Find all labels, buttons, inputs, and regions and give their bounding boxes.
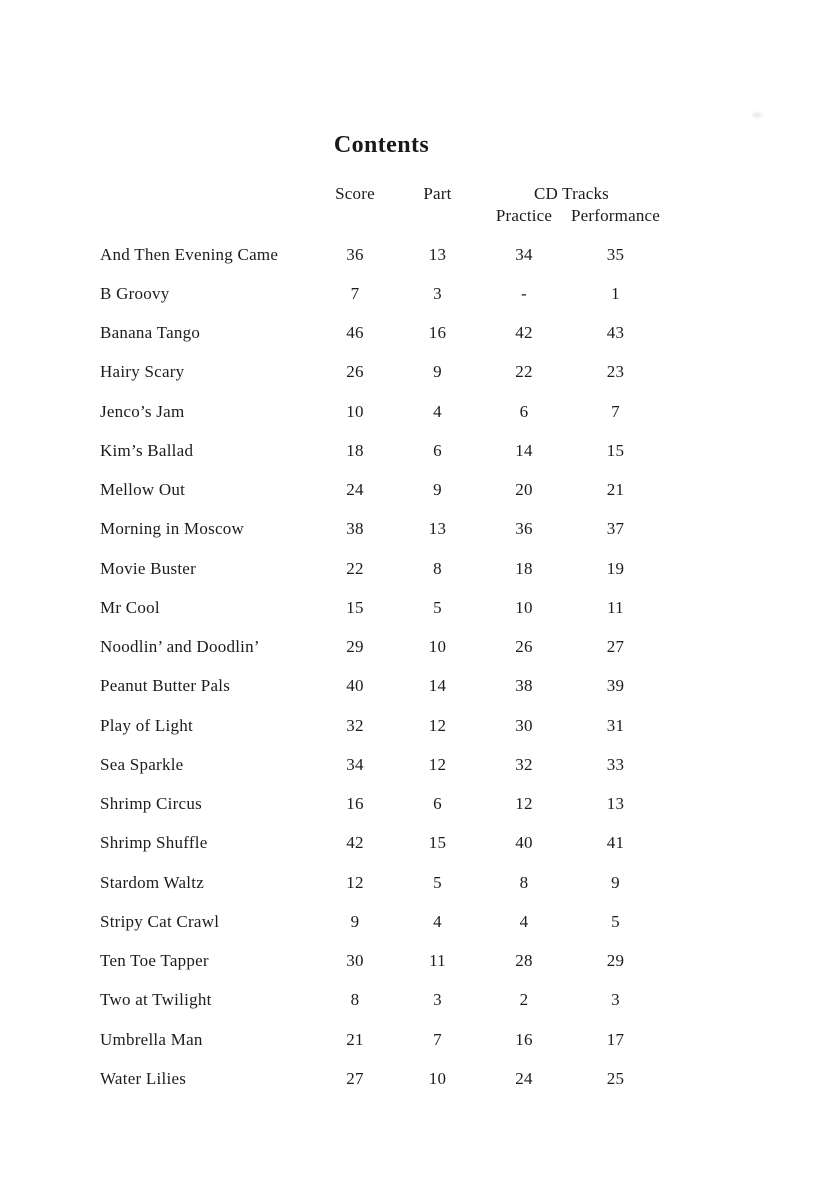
score-page-number: 22 — [346, 558, 364, 578]
table-row — [100, 824, 663, 863]
part-page-number: 3 — [433, 990, 442, 1010]
column-header-practice: Practice — [495, 206, 553, 225]
part-page-number: 4 — [433, 911, 442, 931]
practice-track-number: 42 — [515, 323, 533, 343]
table-row — [100, 1020, 663, 1059]
practice-track-number: 18 — [515, 558, 533, 578]
score-page-number: 46 — [346, 323, 364, 343]
piece-title: Banana Tango — [100, 323, 201, 343]
table-row — [100, 667, 663, 706]
table-row — [100, 510, 663, 549]
part-page-number: 5 — [433, 597, 442, 617]
table-row — [100, 588, 663, 627]
part-page-number: 6 — [433, 794, 442, 814]
practice-track-number: 34 — [515, 244, 533, 264]
practice-track-number: 20 — [515, 480, 533, 500]
piece-title: Hairy Scary — [100, 362, 185, 382]
table-row — [100, 863, 663, 902]
practice-track-number: 36 — [515, 519, 533, 539]
score-page-number: 26 — [346, 362, 364, 382]
score-page-number: 40 — [346, 676, 364, 696]
performance-track-number: 39 — [606, 676, 625, 696]
piece-title: Kim’s Ballad — [100, 440, 194, 460]
score-page-number: 36 — [346, 244, 364, 264]
part-page-number: 7 — [433, 1029, 442, 1049]
performance-track-number: 23 — [606, 362, 625, 382]
part-page-number: 9 — [433, 480, 442, 500]
part-page-number: 6 — [433, 440, 442, 460]
part-page-number: 15 — [428, 833, 447, 853]
practice-track-number: 10 — [515, 597, 533, 617]
piece-title: Mr Cool — [100, 597, 160, 617]
practice-track-number: 28 — [515, 951, 533, 971]
table-row — [100, 471, 663, 510]
performance-track-number: 33 — [606, 754, 625, 774]
table-row — [100, 431, 663, 470]
score-page-number: 10 — [346, 401, 364, 421]
score-page-number: 34 — [346, 754, 364, 774]
performance-track-number: 7 — [611, 401, 620, 421]
part-page-number: 13 — [428, 244, 447, 264]
practice-track-number: 32 — [515, 754, 533, 774]
performance-track-number: 37 — [606, 519, 625, 539]
practice-track-number: - — [521, 283, 527, 303]
part-page-number: 14 — [428, 676, 447, 696]
performance-track-number: 5 — [611, 911, 620, 931]
performance-track-number: 17 — [606, 1029, 625, 1049]
performance-track-number: 13 — [606, 794, 625, 814]
practice-track-number: 16 — [515, 1029, 533, 1049]
practice-track-number: 14 — [515, 440, 533, 460]
table-row — [100, 392, 663, 431]
table-row — [100, 628, 663, 667]
table-header-row-1 — [100, 182, 663, 205]
table-row — [100, 353, 663, 392]
practice-track-number: 12 — [515, 794, 533, 814]
score-page-number: 30 — [346, 951, 364, 971]
part-page-number: 8 — [433, 558, 442, 578]
piece-title: Ten Toe Tapper — [100, 951, 209, 971]
part-page-number: 10 — [428, 637, 447, 657]
score-page-number: 21 — [346, 1029, 364, 1049]
part-page-number: 5 — [433, 872, 442, 892]
table-row — [100, 549, 663, 588]
piece-title: Play of Light — [100, 715, 193, 735]
table-row — [100, 785, 663, 824]
column-header-score: Score — [335, 184, 375, 203]
scan-artifact-dot — [752, 112, 762, 118]
performance-track-number: 15 — [606, 440, 625, 460]
piece-title: Morning in Moscow — [100, 519, 245, 539]
score-page-number: 29 — [346, 637, 364, 657]
part-page-number: 12 — [428, 715, 447, 735]
practice-track-number: 26 — [515, 637, 533, 657]
table-row — [100, 274, 663, 313]
part-page-number: 11 — [429, 951, 446, 971]
table-row — [100, 1059, 663, 1098]
table-row — [100, 745, 663, 784]
performance-track-number: 29 — [606, 951, 625, 971]
piece-title: Sea Sparkle — [100, 754, 184, 774]
practice-track-number: 30 — [515, 715, 533, 735]
performance-track-number: 35 — [606, 244, 625, 264]
performance-track-number: 43 — [606, 323, 625, 343]
performance-track-number: 1 — [611, 283, 620, 303]
score-page-number: 42 — [346, 833, 364, 853]
piece-title: Stardom Waltz — [100, 872, 205, 892]
piece-title: Movie Buster — [100, 558, 197, 578]
practice-track-number: 2 — [519, 990, 529, 1010]
contents-table — [100, 182, 663, 1099]
practice-track-number: 24 — [515, 1068, 533, 1088]
table-header-row-2 — [100, 205, 663, 227]
part-page-number: 12 — [428, 754, 447, 774]
performance-track-number: 41 — [606, 833, 625, 853]
table-row — [100, 902, 663, 941]
part-page-number: 13 — [428, 519, 447, 539]
column-header-part: Part — [423, 184, 452, 203]
score-page-number: 15 — [346, 597, 364, 617]
table-row — [100, 981, 663, 1020]
performance-track-number: 21 — [606, 480, 625, 500]
score-page-number: 12 — [346, 872, 364, 892]
piece-title: Peanut Butter Pals — [100, 676, 231, 696]
piece-title: Water Lilies — [100, 1068, 187, 1088]
table-row — [100, 706, 663, 745]
piece-title: Jenco’s Jam — [100, 401, 185, 421]
practice-track-number: 40 — [515, 833, 533, 853]
practice-track-number: 6 — [519, 401, 529, 421]
performance-track-number: 27 — [606, 637, 625, 657]
part-page-number: 4 — [433, 401, 442, 421]
score-page-number: 27 — [346, 1068, 364, 1088]
performance-track-number: 19 — [606, 558, 625, 578]
performance-track-number: 25 — [606, 1068, 625, 1088]
score-page-number: 9 — [350, 911, 360, 931]
performance-track-number: 11 — [607, 597, 624, 617]
piece-title: Mellow Out — [100, 480, 186, 500]
practice-track-number: 22 — [515, 362, 533, 382]
score-page-number: 16 — [346, 794, 364, 814]
practice-track-number: 38 — [515, 676, 533, 696]
piece-title: Shrimp Shuffle — [100, 833, 208, 853]
part-page-number: 3 — [433, 283, 442, 303]
practice-track-number: 4 — [519, 911, 529, 931]
piece-title: Two at Twilight — [100, 990, 212, 1010]
piece-title: And Then Evening Came — [100, 244, 279, 264]
score-page-number: 18 — [346, 440, 364, 460]
table-row — [100, 314, 663, 353]
page-title: Contents — [333, 132, 430, 158]
performance-track-number: 31 — [606, 715, 625, 735]
score-page-number: 7 — [350, 283, 360, 303]
score-page-number: 8 — [350, 990, 360, 1010]
score-page-number: 32 — [346, 715, 364, 735]
score-page-number: 24 — [346, 480, 364, 500]
piece-title: B Groovy — [100, 283, 170, 303]
column-header-performance: Performance — [570, 206, 661, 225]
piece-title: Noodlin’ and Doodlin’ — [100, 637, 260, 657]
part-page-number: 16 — [428, 323, 447, 343]
piece-title: Stripy Cat Crawl — [100, 911, 220, 931]
table-row — [100, 942, 663, 981]
piece-title: Umbrella Man — [100, 1029, 203, 1049]
contents-rows — [100, 235, 663, 1099]
practice-track-number: 8 — [519, 872, 529, 892]
piece-title: Shrimp Circus — [100, 794, 202, 814]
part-page-number: 10 — [428, 1068, 447, 1088]
score-page-number: 38 — [346, 519, 364, 539]
performance-track-number: 9 — [611, 872, 620, 892]
part-page-number: 9 — [433, 362, 442, 382]
column-header-cd-tracks: CD Tracks — [533, 184, 609, 203]
table-row — [100, 235, 663, 274]
performance-track-number: 3 — [611, 990, 620, 1010]
